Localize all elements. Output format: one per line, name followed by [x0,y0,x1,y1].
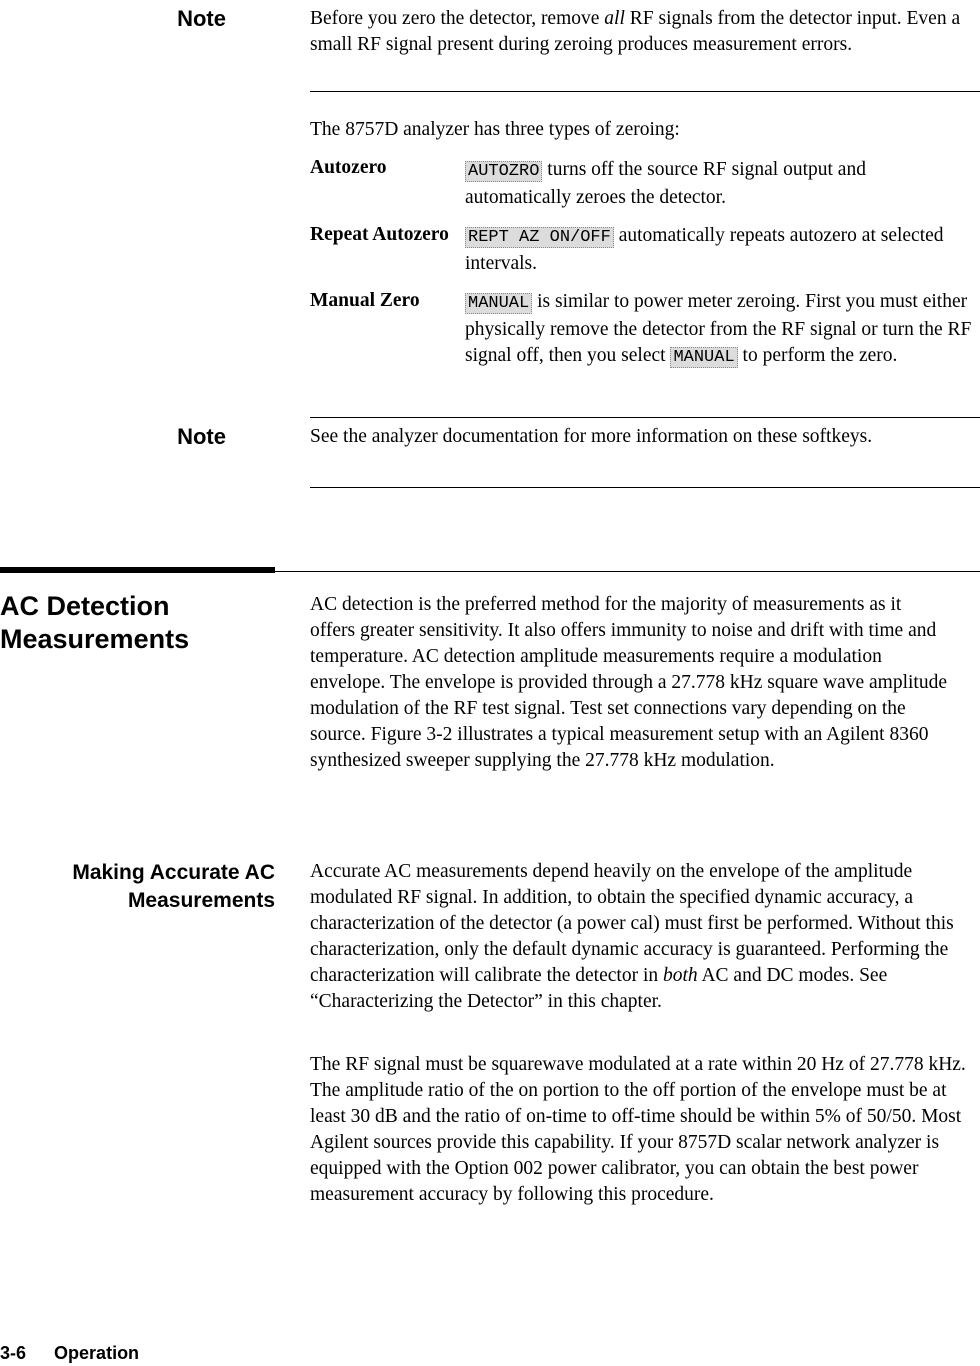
subsection-title-line: Making Accurate AC [72,861,275,884]
divider [310,91,980,92]
section-rule-thin [275,571,980,572]
page-number: 3-6 [0,1343,27,1363]
note-text-part: RF signals from the detector input. Even a small RF signal present during zeroing produces measurement errors. [310,8,961,55]
section-title-line: AC Detection [0,591,170,621]
section-rule-thick [0,567,275,573]
subsection-paragraph: The RF signal must be squarewave modulated at a rate within 20 Hz of 27.778 kHz. The amplitude ratio of the on portion to the off portion of the envelope must be at least 30 dB and the ratio of on-time to off-time should be within 5% of 50/50. Most Agilent sources provide this capability. If your 8757D scalar network analyzer is equipped with the Option 002 power calibrator, you can obtain the best power measurement accuracy by following this procedure. [310,1054,966,1205]
definition-text: automatically repeats autozero at selected intervals. [465,225,944,274]
note-text [310,6,978,58]
term-autozero: Autozero [310,157,387,178]
note-label: Note [177,6,226,31]
note-label: Note [177,424,226,449]
section-paragraph: AC detection is the preferred method for the majority of measurements as it offers greater sensitivity. It also offers immunity to noise and drift with time and temperature. AC detection amplitude measurements require a modulation envelope. The envelope is provided through a 27.778 kHz square wave amplitude modulation of the RF test signal. Test set connections vary depending on the source. Figure 3-2 illustrates a typical measurement setup with an Agilent 8360 synthesized sweeper supplying the 27.778 kHz modulation. [310,594,947,771]
definition-repeat-autozero [465,223,975,277]
definition-manual-zero [465,289,975,371]
subsection-paragraph [310,859,955,1015]
term-repeat-autozero: Repeat Autozero [310,224,449,245]
section-title-line: Measurements [0,624,190,654]
divider [310,487,980,488]
paragraph-text: AC and DC modes. See “Characterizing the Detector” in this chapter. [310,965,888,1012]
note-text: See the analyzer documentation for more information on these softkeys. [310,426,873,447]
page-footer [0,1343,139,1364]
softkey-manual[interactable]: MANUAL [465,293,532,314]
intro-text: The 8757D analyzer has three types of zeroing: [310,119,680,140]
chapter-name: Operation [54,1343,140,1363]
softkey-autozro[interactable]: AUTOZRO [465,161,542,182]
emphasis-all: all [604,8,625,29]
definition-text: to perform the zero. [737,345,898,366]
softkey-rept-az[interactable]: REPT AZ ON/OFF [465,227,614,248]
term-manual-zero: Manual Zero [310,290,420,311]
emphasis-both: both [662,965,698,986]
note-text-part: Before you zero the detector, remove [310,8,605,29]
section-title [0,590,290,656]
paragraph-text: Accurate AC measurements depend heavily on the envelope of the amplitude modulated RF signal. In addition, to obtain the specified dynamic accuracy, a characterization of the detector (a power cal) must first be performed. Without this characterization, only the default dynamic accuracy is guaranteed. Performing the characterization will calibrate the detector in [310,861,954,986]
subsection-title [0,859,275,915]
definition-autozero [465,157,975,211]
divider [310,417,980,418]
definition-text: is similar to power meter zeroing. First you must either physically remove the detector from the RF signal or turn the RF signal off, then you select [465,291,972,366]
softkey-manual[interactable]: MANUAL [670,347,737,368]
definition-text: turns off the source RF signal output and automatically zeroes the detector. [465,159,866,208]
subsection-title-line: Measurements [127,889,275,912]
